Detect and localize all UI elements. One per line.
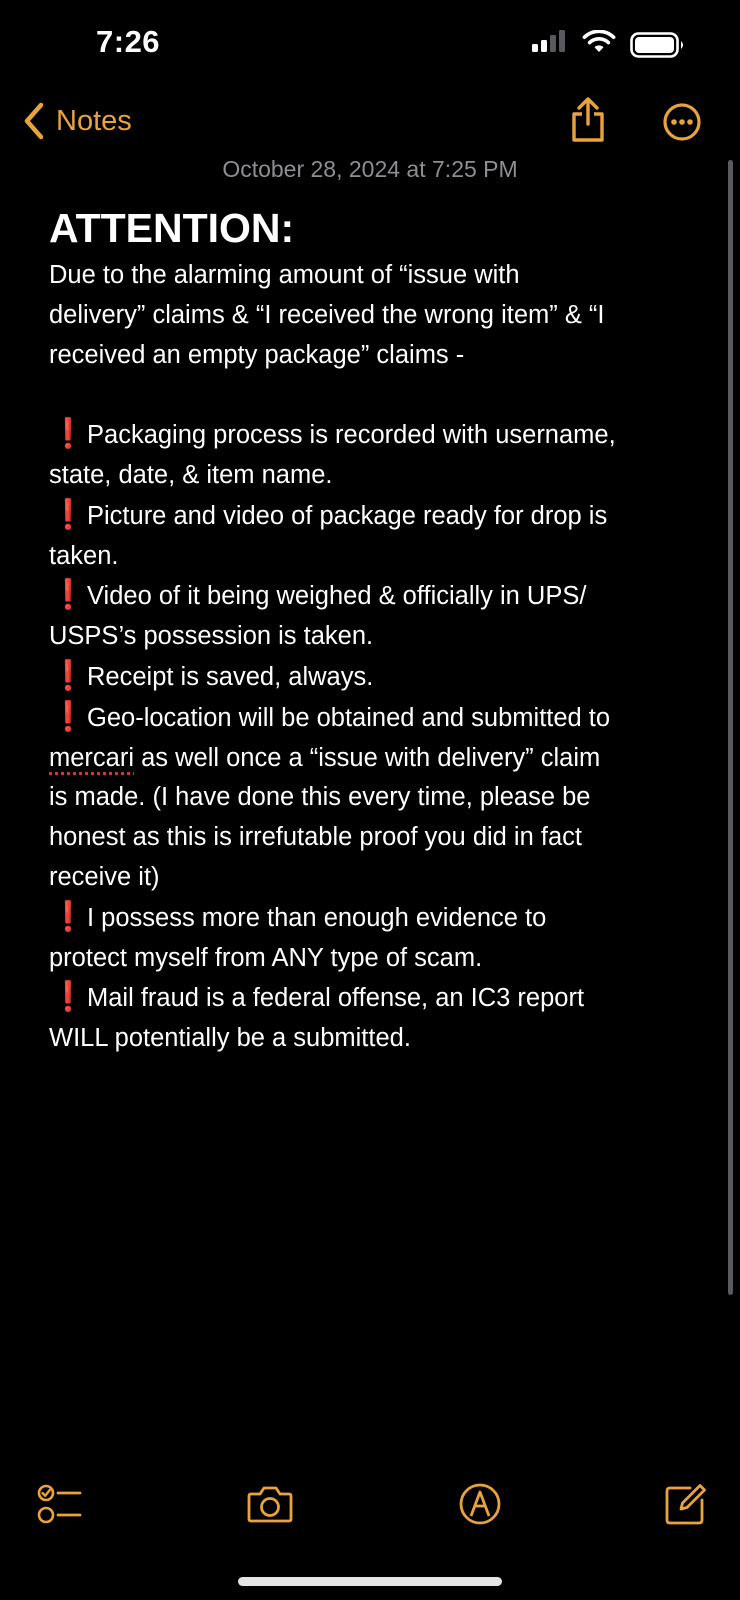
bullet-text: Video of it being weighed & officially in UPS/ [87,582,587,611]
markup-pen-icon[interactable] [456,1480,504,1528]
exclamation-icon: ❗ [49,981,87,1014]
bullet-line: state, date, & item name. [49,460,333,489]
bullet-text: Geo-location will be obtained and submitted to [87,703,611,732]
home-indicator[interactable] [238,1577,502,1586]
back-button[interactable] [20,98,132,144]
bullet-line: WILL potentially be a submitted. [49,1024,411,1053]
bullet-line: receive it) [49,862,160,891]
bullet-line [49,576,689,617]
bullet-line: honest as this is irrefutable proof you did in fact [49,823,582,852]
bullet-line [49,496,689,537]
scroll-indicator[interactable] [728,160,733,1295]
exclamation-icon: ❗ [49,579,87,612]
battery-icon [630,32,686,58]
intro-line: received an empty package” claims - [49,340,465,369]
bullet-line: USPS’s possession is taken. [49,622,374,651]
bullet-line: is made. (I have done this every time, please be [49,783,591,812]
bullet-text: Packaging process is recorded with username, [87,421,616,450]
intro-line: delivery” claims & “I received the wrong item” & “I [49,300,605,329]
exclamation-icon: ❗ [49,498,87,531]
bullet-line [49,698,689,739]
bullet-line [49,657,689,698]
bullet-line [49,739,689,779]
blank-line [49,375,689,415]
note-date: October 28, 2024 at 7:25 PM [222,156,518,182]
bullet-line: taken. [49,541,119,570]
bullet-text: I possess more than enough evidence to [87,903,547,932]
exclamation-icon: ❗ [49,418,87,451]
bullet-line [49,898,689,939]
bullet-line [49,978,689,1019]
wifi-icon [582,30,616,54]
compose-icon[interactable] [662,1480,710,1528]
bullet-text: Picture and video of package ready for drop is [87,501,608,530]
misspelled-word[interactable]: mercari [49,743,135,772]
more-icon[interactable] [662,102,702,142]
exclamation-icon: ❗ [49,900,87,933]
note-title: ATTENTION: [49,205,295,251]
chevron-left-icon [20,101,50,141]
note-body[interactable] [49,200,689,1059]
bullet-text: Mail fraud is a federal offense, an IC3 report [87,984,585,1013]
exclamation-icon: ❗ [49,659,87,692]
bullet-line [49,415,689,456]
cellular-signal-icon [532,30,568,52]
bullet-text: as well once a “issue with delivery” claim [134,743,601,772]
navigation-bar [0,92,740,152]
checklist-icon[interactable] [36,1480,84,1528]
bullet-line: protect myself from ANY type of scam. [49,943,483,972]
camera-icon[interactable] [246,1480,294,1528]
share-icon[interactable] [570,96,606,144]
bullet-text: Receipt is saved, always. [87,662,374,691]
intro-line: Due to the alarming amount of “issue with [49,261,520,289]
bottom-toolbar [0,1480,740,1540]
status-time: 7:26 [96,24,161,59]
status-bar [0,0,740,90]
back-button-label: Notes [56,104,132,137]
exclamation-icon: ❗ [49,700,87,733]
